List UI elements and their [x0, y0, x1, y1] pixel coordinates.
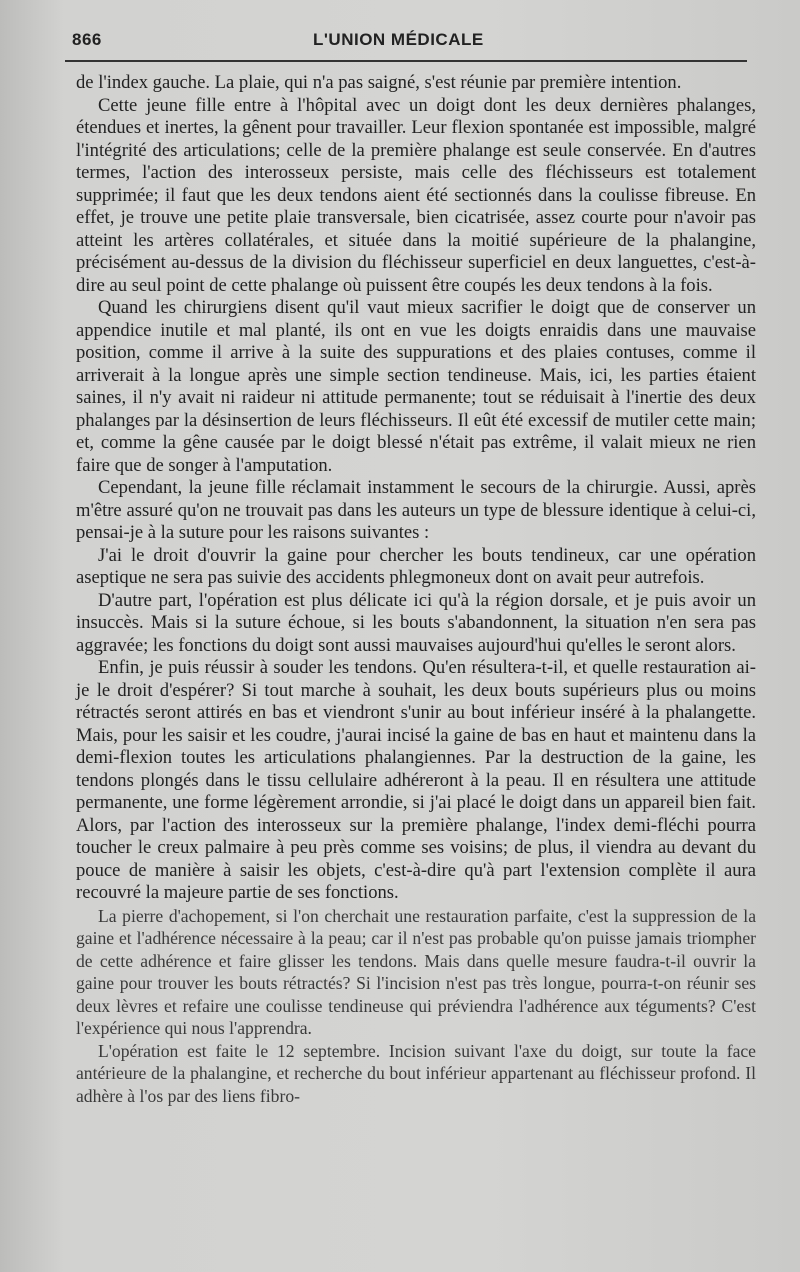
running-title: L'UNION MÉDICALE [313, 30, 484, 49]
paragraph: de l'index gauche. La plaie, qui n'a pas saigné, s'est réunie par première intention. [76, 72, 682, 93]
page-header [60, 28, 750, 56]
paragraph: J'ai le droit d'ouvrir la gaine pour chercher les bouts tendineux, car une opération aseptique ne sera pas suivie des accidents phlegmoneux dont on avait peur autrefois. [76, 544, 756, 588]
small-print-section [76, 905, 756, 1108]
header-rule [65, 60, 747, 62]
paragraph: Enfin, je puis réussir à souder les tendons. Qu'en résultera-t-il, et quelle restauration ai-je le droit d'espérer? Si tout marche à souhait, les deux bouts supérieurs plus ou moins rétractés seront attirés en bas et viendront s'unir au bout inférieur inséré à la phalangette. Mais, pour les saisir et les coudre, j'aurai incisé la gaine de bas en haut et maintenu dans la demi-flexion toutes les articulations phalangiennes. Par la destruction de la gaine, les tendons plongés dans le tissu cellulaire adhéreront à la peau. Il en résultera une attitude permanente, une forme légèrement arrondie, si j'ai placé le doigt dans un appareil bien fait. Alors, par l'action des interosseux sur la première phalange, l'index demi-fléchi pourra toucher le creux palmaire à peu près comme ses voisins; de plus, il viendra au devant du pouce de manière à saisir les objets, c'est-à-dire qu'à part l'extension complète il aura recouvré la majeure partie de ses fonctions. [76, 657, 756, 903]
paragraph: Cependant, la jeune fille réclamait instamment le secours de la chirurgie. Aussi, après m'être assuré qu'on ne trouvait pas dans les auteurs un type de blessure identique à celui-ci, pensai-je à la suture pour les raisons suivantes : [76, 477, 756, 543]
paragraph: Cette jeune fille entre à l'hôpital avec un doigt dont les deux dernières phalanges, étendues et inertes, la gênent pour travailler. Leur flexion spontanée est impossible, malgré l'intégrité des articulations; celle de la première phalange est seule conservée. En d'autres termes, l'action des interosseux persiste, mais celle des fléchisseurs est totalement supprimée; il faut que les deux tendons aient été sectionnés dans la coulisse fibreuse. En effet, je trouve une petite plaie transversale, bien cicatrisée, assez courte pour n'avoir pas atteint les artères collatérales, et située dans la moitié supérieure de la phalangine, précisément au-dessus de la division du fléchisseur superficiel en deux languettes, c'est-à-dire au seul point de cette phalange où puissent être coupés les deux tendons à la fois. [76, 94, 756, 296]
paragraph: Quand les chirurgiens disent qu'il vaut mieux sacrifier le doigt que de conserver un appendice inutile et mal planté, ils ont en vue les doigts enraidis dans une mauvaise position, comme il arrive à la suite des suppurations et des plaies contuses, comme il arriverait à la longue après une simple section tendineuse. Mais, ici, les parties étaient saines, il n'y avait ni raideur ni attitude permanente; tout se réduisait à l'inertie des deux phalanges par la désinsertion de leurs fléchisseurs. Il eût été excessif de mutiler cette main; et, comme la gêne causée par le doigt blessé n'était pas extrême, il valait mieux ne rien faire que de songer à l'amputation. [76, 297, 756, 476]
article-body [76, 72, 756, 1107]
paragraph: L'opération est faite le 12 septembre. Incision suivant l'axe du doigt, sur toute la face antérieure de la phalangine, et recherche du bout inférieur appartenant au fléchisseur profond. Il adhère à l'os par des liens fibro- [76, 1040, 756, 1106]
paragraph: La pierre d'achopement, si l'on cherchait une restauration parfaite, c'est la suppression de la gaine et l'adhérence nécessaire à la peau; car il n'est pas probable qu'on puisse jamais triompher de cette adhérence et faire glisser les tendons. Mais dans quelle mesure faudra-t-il ouvrir la gaine pour trouver les bouts rétractés? Si l'incision n'est pas très longue, pourra-t-on réunir ses deux lèvres et refaire une coulisse tendineuse qui préviendra l'adhérence aux téguments? C'est l'expérience qui nous l'apprendra. [76, 905, 756, 1038]
page-number: 866 [72, 30, 102, 49]
paragraph: D'autre part, l'opération est plus délicate ici qu'à la région dorsale, et je puis avoir un insuccès. Mais si la suture échoue, si les bouts s'abandonnent, la situation n'en sera pas aggravée; les fonctions du doigt sont aussi mauvaises aujourd'hui qu'elles le seront alors. [76, 589, 756, 656]
